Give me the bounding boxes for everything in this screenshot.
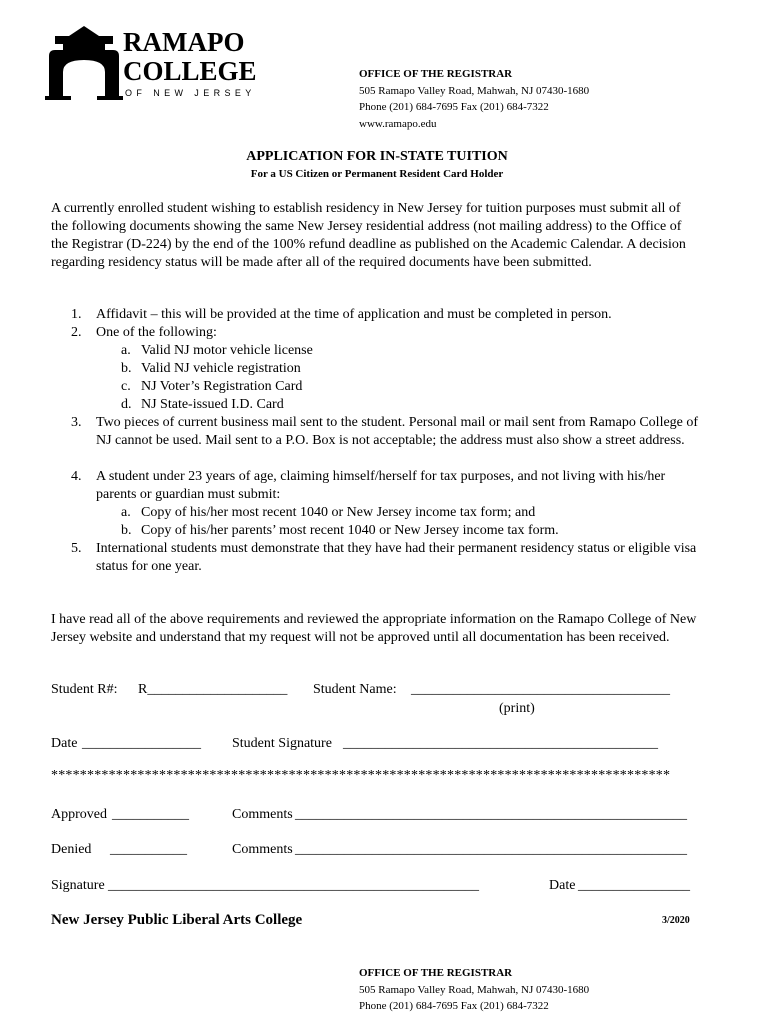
req-4-number: 4.: [71, 469, 82, 484]
logo-line1: RAMAPO: [123, 27, 245, 57]
req-3-number: 3.: [71, 415, 82, 430]
student-rnum-field[interactable]: R____________________: [138, 682, 288, 697]
req-4b-text: Copy of his/her parents’ most recent 1040 or New Jersey income tax form.: [141, 523, 559, 538]
req-2b-letter: b.: [121, 361, 132, 376]
print-note: (print): [499, 701, 535, 716]
req-2d-letter: d.: [121, 397, 132, 412]
comments-field[interactable]: ________________________________________________________: [295, 807, 687, 822]
comments2-label: Comments: [232, 842, 293, 857]
intro-paragraph: A currently enrolled student wishing to establish residency in New Jersey for tuition purposes must submit all of the following documents showing the same New Jersey residential address (not mailing address) to the Office of the Registrar (D-224) by the end of the 100% refund deadline as published on the Academic Calendar. A decision regarding residency status will be made after all of the required documents have been submitted.: [51, 201, 686, 270]
document-title: APPLICATION FOR IN-STATE TUITION: [246, 149, 508, 164]
logo-line3: OF NEW JERSEY: [125, 88, 256, 98]
logo-line2: COLLEGE: [123, 56, 257, 86]
approved-label: Approved: [51, 807, 107, 822]
office-footer: [359, 965, 589, 1015]
arch-logo-icon: [45, 26, 260, 104]
comments-label: Comments: [232, 807, 293, 822]
req-2-number: 2.: [71, 325, 82, 340]
req-2b-text: Valid NJ vehicle registration: [141, 361, 301, 376]
signature-label: Signature: [51, 878, 105, 893]
req-2-text: One of the following:: [96, 325, 217, 340]
college-tagline: New Jersey Public Liberal Arts College: [51, 912, 303, 928]
college-logo: [45, 26, 260, 104]
office-phone: Phone (201) 684-7695 Fax (201) 684-7322: [359, 101, 549, 113]
req-3-text: Two pieces of current business mail sent to the student. Personal mail or mail sent from Ramapo College of NJ cannot be used. Mail sent to a P.O. Box is not acceptable; the address must also show a street address.: [96, 415, 699, 448]
date-field[interactable]: _________________: [82, 736, 201, 751]
comments2-field[interactable]: ________________________________________________________: [295, 842, 687, 857]
req-1-text: Affidavit – this will be provided at the time of application and must be completed in person.: [96, 307, 612, 322]
office-date-field[interactable]: ________________: [578, 878, 690, 893]
req-4a-letter: a.: [121, 505, 131, 520]
separator-stars: **************************************************************************************: [51, 768, 671, 783]
denied-field[interactable]: ___________: [110, 842, 187, 857]
req-4-text: A student under 23 years of age, claiming himself/herself for tax purposes, and not living with his/her parents or guardian must submit:: [96, 469, 666, 502]
student-name-field[interactable]: _____________________________________: [411, 682, 670, 697]
req-4b-letter: b.: [121, 523, 132, 538]
req-2d-text: NJ State-issued I.D. Card: [141, 397, 284, 412]
office-header: [359, 66, 589, 132]
office-address: 505 Ramapo Valley Road, Mahwah, NJ 07430-1680: [359, 84, 590, 97]
signature-field[interactable]: _____________________________________________________: [108, 878, 479, 893]
student-signature-label: Student Signature: [232, 736, 332, 751]
document-subtitle: For a US Citizen or Permanent Resident Card Holder: [250, 168, 504, 180]
req-2c-text: NJ Voter’s Registration Card: [141, 379, 303, 394]
student-signature-field[interactable]: _____________________________________________: [343, 736, 658, 751]
office-date-label: Date: [549, 878, 576, 893]
req-5-text: International students must demonstrate that they have had their permanent residency status or eligible visa status for one year.: [96, 541, 697, 574]
req-4a-text: Copy of his/her most recent 1040 or New Jersey income tax form; and: [141, 505, 536, 520]
req-2a-text: Valid NJ motor vehicle license: [141, 343, 313, 358]
revision-date: 3/2020: [662, 915, 690, 926]
office-heading: OFFICE OF THE REGISTRAR: [359, 68, 513, 80]
acknowledgement-paragraph: I have read all of the above requirements and reviewed the appropriate information on the Ramapo College of New Jersey website and understand that my request will not be approved until all documentation has been received.: [51, 612, 697, 645]
denied-label: Denied: [51, 842, 92, 857]
req-2a-letter: a.: [121, 343, 131, 358]
req-2c-letter: c.: [121, 379, 131, 394]
req-1-number: 1.: [71, 307, 82, 322]
office-footer-heading: OFFICE OF THE REGISTRAR: [359, 967, 513, 979]
office-web-link[interactable]: www.ramapo.edu: [359, 117, 437, 130]
office-footer-address: 505 Ramapo Valley Road, Mahwah, NJ 07430-1680: [359, 983, 590, 996]
student-name-label: Student Name:: [313, 682, 397, 697]
req-5-number: 5.: [71, 541, 82, 556]
office-footer-phone: Phone (201) 684-7695 Fax (201) 684-7322: [359, 1000, 549, 1012]
approved-field[interactable]: ___________: [112, 807, 189, 822]
student-rnum-label: Student R#:: [51, 682, 118, 697]
date-label: Date: [51, 736, 78, 751]
